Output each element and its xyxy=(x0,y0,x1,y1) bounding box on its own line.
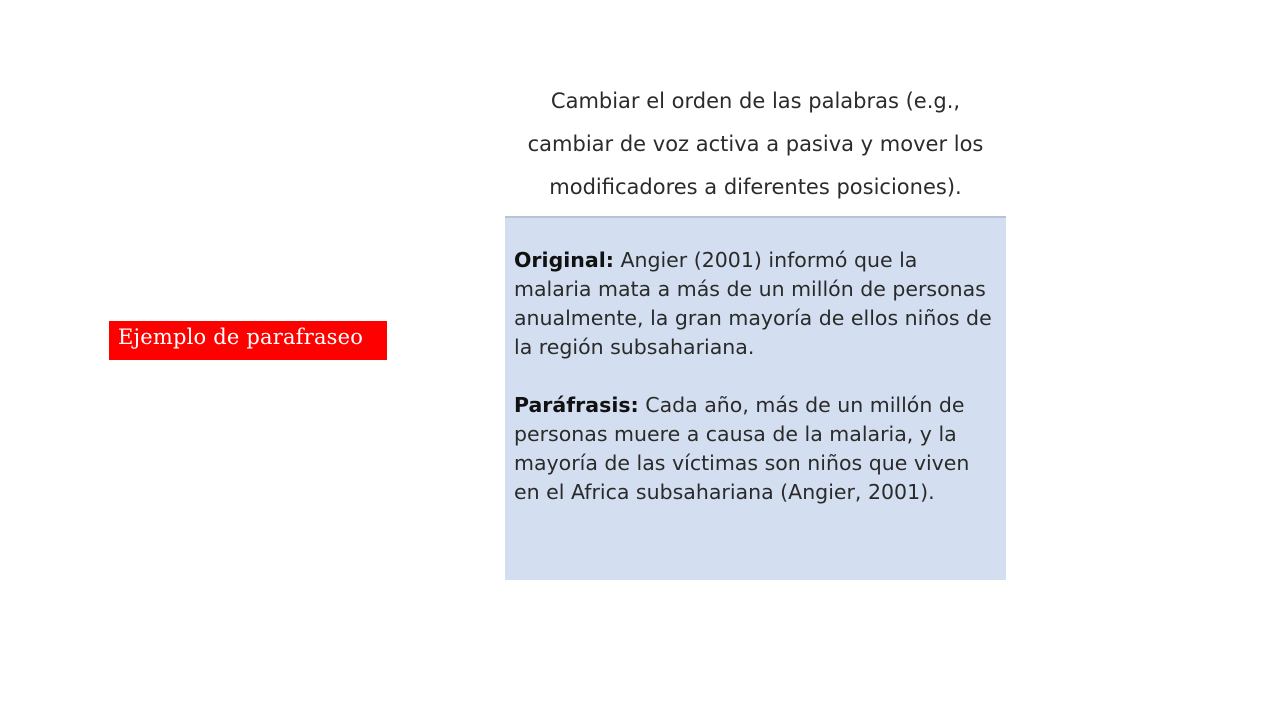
paraphrase-example-figure xyxy=(505,78,1006,580)
figure-heading-area xyxy=(505,78,1006,216)
figure-example-area xyxy=(505,218,1006,580)
slide-label: Ejemplo de parafraseo xyxy=(118,325,364,349)
figure-heading: Cambiar el orden de las palabras (e.g., cambiar de voz activa a pasiva y mover los modificadores a diferentes posiciones). xyxy=(527,89,984,199)
original-label: Original: xyxy=(514,248,614,272)
paraphrase-label: Paráfrasis: xyxy=(514,393,639,417)
slide-label-box xyxy=(109,321,387,360)
original-text: Angier (2001) informó que la malaria mata a más de un millón de personas anualmente, la gran mayoría de ellos niños de la región subsahariana. xyxy=(514,248,992,359)
original-paragraph xyxy=(514,246,998,362)
paraphrase-paragraph xyxy=(514,391,998,507)
paraphrase-text: Cada año, más de un millón de personas muere a causa de la malaria, y la mayoría de las víctimas son niños que viven en el Africa subsahariana (Angier, 2001). xyxy=(514,393,970,504)
